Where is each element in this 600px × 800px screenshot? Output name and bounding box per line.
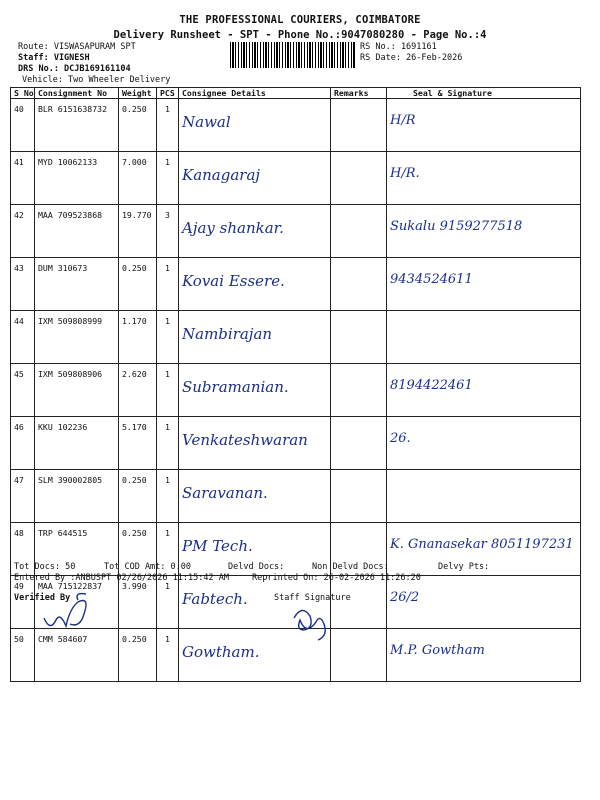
runsheet-subtitle: Delivery Runsheet - SPT - Phone No.:9047080280 - Page No.:4 — [113, 29, 487, 41]
row-consignee: Fabtech. — [179, 576, 331, 629]
row-consignee: Subramanian. — [179, 364, 331, 417]
row-remarks — [331, 629, 387, 682]
row-consignment-no: BLR 6151638732 — [35, 99, 119, 152]
total-docs: Tot Docs: 50 — [14, 562, 76, 572]
table-row — [11, 417, 581, 470]
row-sno: 42 — [11, 205, 35, 258]
col-header-seal: Seal & Signature — [387, 88, 581, 99]
row-weight: 0.250 — [119, 470, 157, 523]
row-consignment-no: TRP 644515 — [35, 523, 119, 576]
row-consignment-no: MAA 709523868 — [35, 205, 119, 258]
table-row — [11, 152, 581, 205]
col-header-pcs: PCS — [157, 88, 179, 99]
row-sno: 47 — [11, 470, 35, 523]
runsheet-title: THE PROFESSIONAL COURIERS, COIMBATORE — [179, 14, 421, 26]
col-header-consignee: Consignee Details — [179, 88, 331, 99]
row-sno: 44 — [11, 311, 35, 364]
row-pcs: 1 — [157, 576, 179, 629]
vehicle-label: Vehicle: Two Wheeler Delivery — [22, 75, 171, 85]
row-sno: 50 — [11, 629, 35, 682]
row-seal-signature: H/R. — [387, 152, 581, 205]
row-seal-signature: 26. — [387, 417, 581, 470]
row-weight: 1.170 — [119, 311, 157, 364]
row-pcs: 3 — [157, 205, 179, 258]
row-sno: 49 — [11, 576, 35, 629]
row-weight: 7.000 — [119, 152, 157, 205]
row-consignment-no: IXM 509808906 — [35, 364, 119, 417]
table-row — [11, 311, 581, 364]
row-seal-signature: M.P. Gowtham — [387, 629, 581, 682]
row-sno: 46 — [11, 417, 35, 470]
row-remarks — [331, 258, 387, 311]
row-consignment-no: CMM 584607 — [35, 629, 119, 682]
reprinted-on: Reprinted On: 26-02-2026 11:26:20 — [252, 573, 421, 583]
row-consignment-no: SLM 390002805 — [35, 470, 119, 523]
staff-signature-label: Staff Signature — [274, 593, 351, 603]
row-sno: 45 — [11, 364, 35, 417]
rs-number: RS No.: 1691161 — [360, 42, 437, 52]
row-pcs: 1 — [157, 152, 179, 205]
table-row — [11, 470, 581, 523]
row-sno: 40 — [11, 99, 35, 152]
col-header-weight: Weight — [119, 88, 157, 99]
row-pcs: 1 — [157, 258, 179, 311]
row-remarks — [331, 152, 387, 205]
row-consignment-no: IXM 509808999 — [35, 311, 119, 364]
col-header-consignment: Consignment No — [35, 88, 119, 99]
row-seal-signature — [387, 470, 581, 523]
row-pcs: 1 — [157, 629, 179, 682]
non-delivered-docs: Non Delvd Docs: — [312, 562, 389, 572]
table-row — [11, 205, 581, 258]
row-seal-signature: 9434524611 — [387, 258, 581, 311]
row-weight: 19.770 — [119, 205, 157, 258]
row-seal-signature: Sukalu 9159277518 — [387, 205, 581, 258]
entered-by: Entered By :ANBUSPT 02/26/2026 11:15:42 AM — [14, 573, 229, 583]
table-row — [11, 258, 581, 311]
row-pcs: 1 — [157, 99, 179, 152]
verified-by-label: Verified By — [14, 593, 71, 603]
row-pcs: 1 — [157, 417, 179, 470]
row-consignee: Ajay shankar. — [179, 205, 331, 258]
row-remarks — [331, 470, 387, 523]
col-header-sno: S No — [11, 88, 35, 99]
row-pcs: 1 — [157, 470, 179, 523]
row-consignee: Gowtham. — [179, 629, 331, 682]
verified-signature — [40, 588, 100, 638]
row-seal-signature: 8194422461 — [387, 364, 581, 417]
row-seal-signature: K. Gnanasekar 8051197231 — [387, 523, 581, 576]
row-sno: 48 — [11, 523, 35, 576]
row-consignment-no: DUM 310673 — [35, 258, 119, 311]
row-remarks — [331, 364, 387, 417]
row-consignee: Saravanan. — [179, 470, 331, 523]
row-seal-signature: 26/2 — [387, 576, 581, 629]
row-weight: 0.250 — [119, 99, 157, 152]
row-seal-signature — [387, 311, 581, 364]
row-seal-signature: H/R — [387, 99, 581, 152]
table-row — [11, 523, 581, 576]
staff-signature — [288, 600, 338, 645]
row-consignee: Kovai Essere. — [179, 258, 331, 311]
col-header-remarks: Remarks — [331, 88, 387, 99]
row-remarks — [331, 417, 387, 470]
row-weight: 0.250 — [119, 629, 157, 682]
row-sno: 43 — [11, 258, 35, 311]
row-consignee: Kanagaraj — [179, 152, 331, 205]
row-remarks — [331, 99, 387, 152]
row-pcs: 1 — [157, 311, 179, 364]
row-consignment-no: MYD 10062133 — [35, 152, 119, 205]
row-consignee: PM Tech. — [179, 523, 331, 576]
row-weight: 3.990 — [119, 576, 157, 629]
row-pcs: 1 — [157, 523, 179, 576]
total-cod-amount: Tot COD Amt: 0.00 — [104, 562, 191, 572]
row-weight: 0.250 — [119, 258, 157, 311]
table-row — [11, 99, 581, 152]
row-consignee: Nawal — [179, 99, 331, 152]
row-remarks — [331, 205, 387, 258]
row-consignee: Venkateshwaran — [179, 417, 331, 470]
row-weight: 0.250 — [119, 523, 157, 576]
rs-date: RS Date: 26-Feb-2026 — [360, 53, 463, 63]
row-consignment-no: KKU 102236 — [35, 417, 119, 470]
row-sno: 41 — [11, 152, 35, 205]
route-label: Route: VISWASAPURAM SPT — [18, 42, 136, 52]
delivery-points: Delvy Pts: — [438, 562, 490, 572]
delivered-docs: Delvd Docs: — [228, 562, 285, 572]
barcode — [230, 42, 355, 68]
table-row — [11, 364, 581, 417]
row-consignee: Nambirajan — [179, 311, 331, 364]
staff-label: Staff: VIGNESH — [18, 53, 90, 63]
table-header-row — [11, 88, 581, 99]
row-remarks — [331, 311, 387, 364]
row-weight: 2.620 — [119, 364, 157, 417]
row-pcs: 1 — [157, 364, 179, 417]
drs-number: DRS No.: DCJB169161104 — [18, 64, 131, 74]
row-weight: 5.170 — [119, 417, 157, 470]
row-consignment-no: MAA 715122837 — [35, 576, 119, 629]
